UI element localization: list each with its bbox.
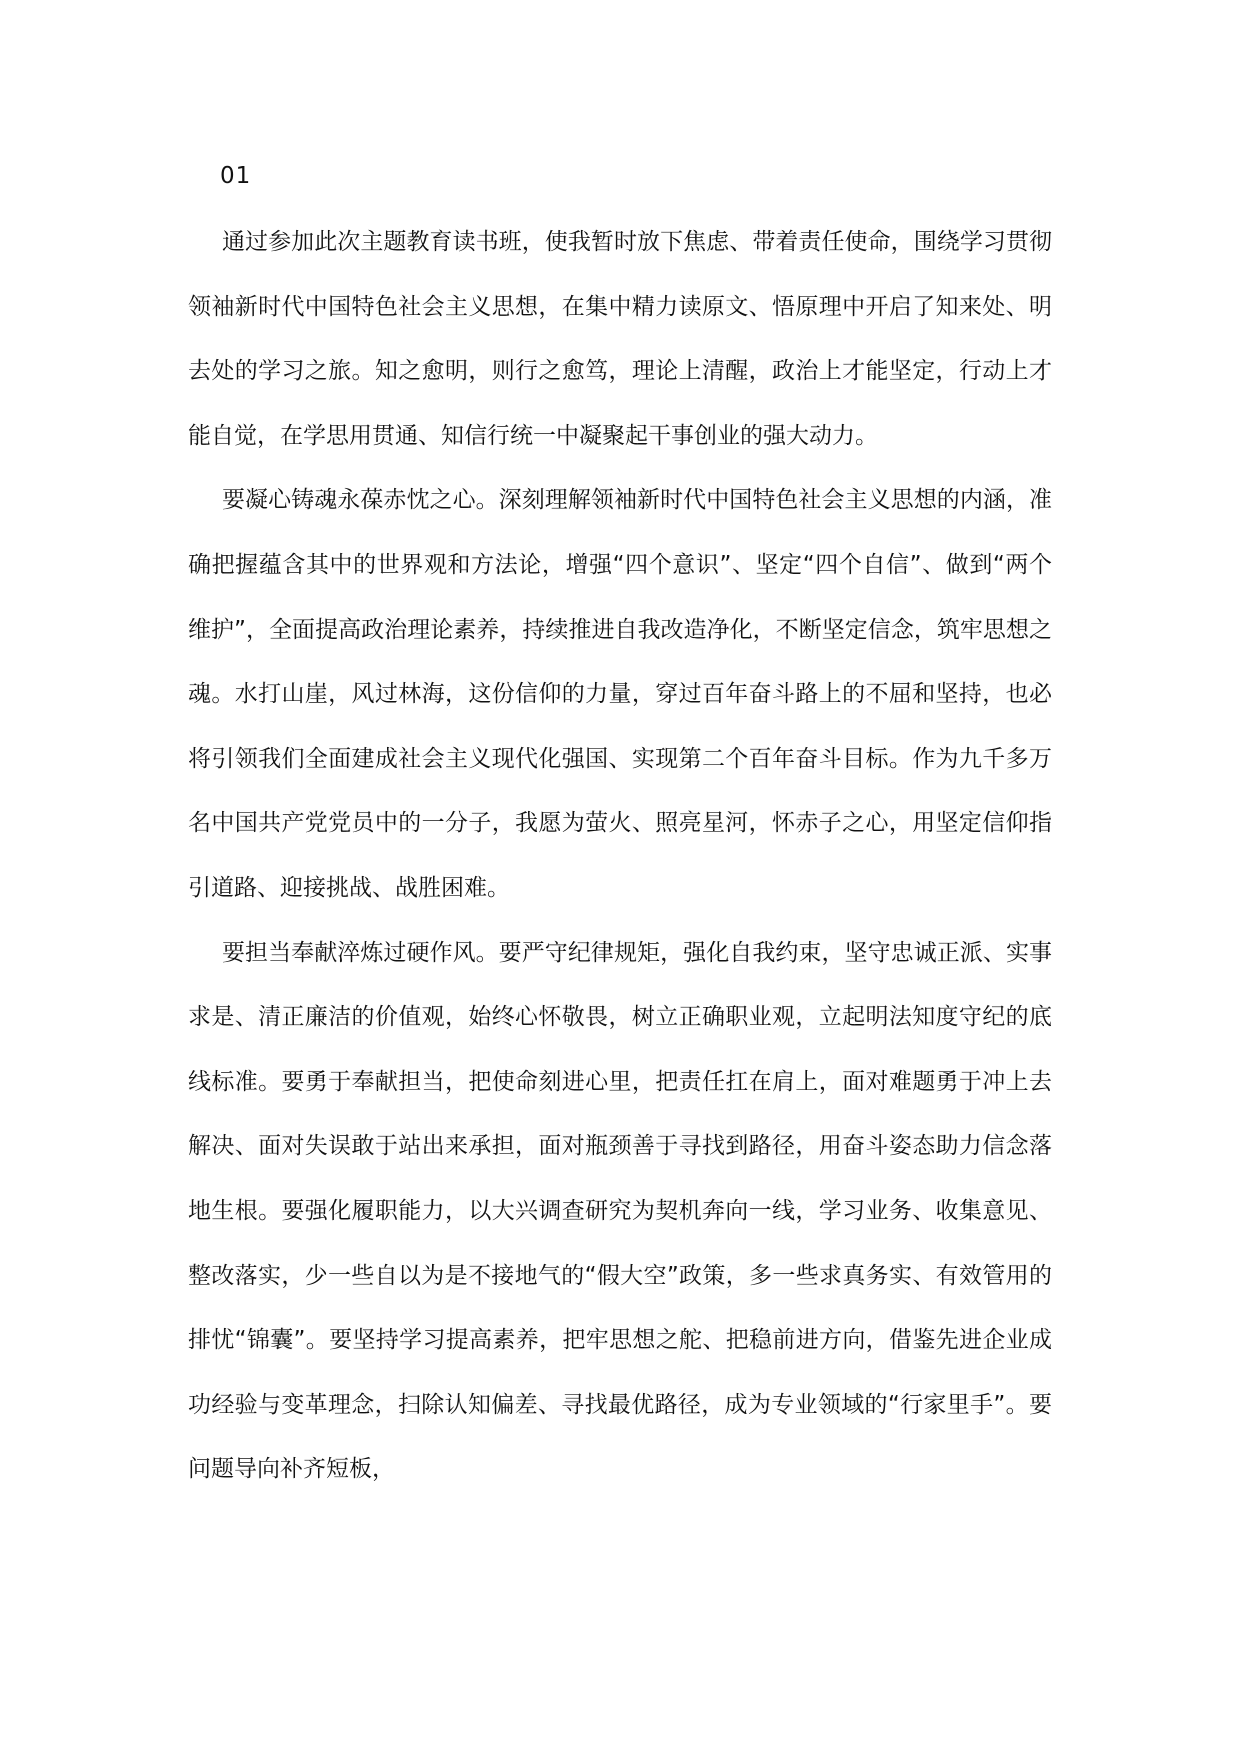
section-number: 01 xyxy=(220,163,252,189)
paragraph-faith: 要凝心铸魂永葆赤忱之心。深刻理解领袖新时代中国特色社会主义思想的内涵，准确把握蕴含其中的世界观和方法论，增强“四个意识”、坚定“四个自信”、做到“两个维护”，全面提高政治理论素养，持续推进自我改造净化，不断坚定信念，筑牢思想之魂。水打山崖，风过林海，这份信仰的力量，穿过百年奋斗路上的不屈和坚持，也必将引领我们全面建成社会主义现代化强国、实现第二个百年奋斗目标。作为九千多万名中国共产党党员中的一分子，我愿为萤火、照亮星河，怀赤子之心，用坚定信仰指引道路、迎接挑战、战胜困难。 xyxy=(188,487,1052,901)
document-body xyxy=(188,210,1052,1502)
paragraph-intro: 通过参加此次主题教育读书班，使我暂时放下焦虑、带着责任使命，围绕学习贯彻领袖新时代中国特色社会主义思想，在集中精力读原文、悟原理中开启了知来处、明去处的学习之旅。知之愈明，则行之愈笃，理论上清醒，政治上才能坚定，行动上才能自觉，在学思用贯通、知信行统一中凝聚起干事创业的强大动力。 xyxy=(188,229,1052,449)
paragraph-responsibility: 要担当奉献淬炼过硬作风。要严守纪律规矩，强化自我约束，坚守忠诚正派、实事求是、清正廉洁的价值观，始终心怀敬畏，树立正确职业观，立起明法知度守纪的底线标准。要勇于奉献担当，把使命刻进心里，把责任扛在肩上，面对难题勇于冲上去解决、面对失误敢于站出来承担，面对瓶颈善于寻找到路径，用奋斗姿态助力信念落地生根。要强化履职能力，以大兴调查研究为契机奔向一线，学习业务、收集意见、整改落实，少一些自以为是不接地气的“假大空”政策，多一些求真务实、有效管用的排忧“锦囊”。要坚持学习提高素养，把牢思想之舵、把稳前进方向，借鉴先进企业成功经验与变革理念，扫除认知偏差、寻找最优路径，成为专业领域的“行家里手”。要问题导向补齐短板， xyxy=(188,939,1052,1483)
